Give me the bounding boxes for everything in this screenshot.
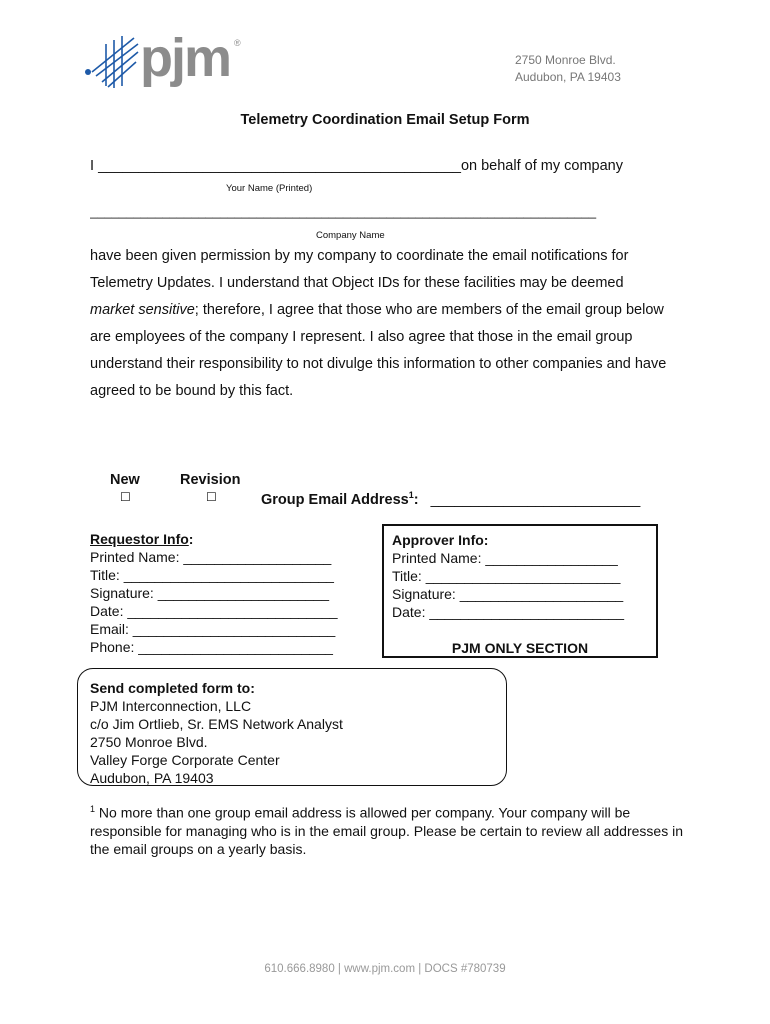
pjm-only-section-label: PJM ONLY SECTION: [451, 640, 589, 656]
requestor-section: [90, 530, 370, 656]
footnote-text: No more than one group email address is allowed per company. Your company will be responsible for managing who is in the email group. Please be certain to review all addresses in the email groups on a yearly basis.: [90, 804, 683, 857]
paragraph-part-1: have been given permission by my company to coordinate the email notifications for Telemetry Updates. I understand that Object IDs for these facilities may be deemed: [90, 248, 629, 291]
address-line-2: Audubon, PA 19403: [515, 70, 621, 84]
approver-section: [392, 531, 654, 621]
page-footer: 610.666.8980 | www.pjm.com | DOCS #780739: [264, 963, 506, 975]
group-email-field[interactable]: __________________________: [430, 491, 641, 508]
company-field[interactable]: ______________________________________________________________________: [90, 204, 597, 219]
requestor-phone[interactable]: Phone: _________________________: [90, 639, 333, 655]
requestor-signature[interactable]: Signature: ______________________: [90, 585, 330, 601]
requestor-date[interactable]: Date: ___________________________: [90, 603, 338, 619]
footnote-marker: 1: [90, 804, 96, 814]
revision-label: Revision: [180, 472, 241, 488]
revision-checkbox[interactable]: ☐: [206, 490, 217, 504]
send-to-line: 2750 Monroe Blvd.: [90, 734, 208, 750]
pjm-tower-icon: [84, 32, 144, 92]
approver-title[interactable]: Title: _________________________: [392, 568, 621, 584]
name-field[interactable]: _____________________________________________: [98, 158, 461, 174]
send-to-section: [90, 679, 500, 787]
send-to-box: [77, 668, 507, 786]
paragraph-part-2: ; therefore, I agree that those who are members of the email group below are employees of the company I represent. I also agree that those in the email group understand their responsibility to not divulge this information to other companies and have agreed to be bound by this fact.: [90, 302, 667, 399]
paragraph-italic: market sensitive: [90, 302, 195, 318]
name-caption: Your Name (Printed): [226, 183, 313, 194]
send-to-line: c/o Jim Ortlieb, Sr. EMS Network Analyst: [90, 716, 343, 732]
requestor-printed-name[interactable]: Printed Name: ___________________: [90, 549, 332, 565]
approver-box: [382, 524, 658, 658]
name-prefix: I: [90, 158, 99, 174]
form-title: Telemetry Coordination Email Setup Form: [240, 112, 530, 128]
requestor-email[interactable]: Email: __________________________: [90, 621, 336, 637]
group-email-colon: :: [413, 491, 419, 508]
registered-mark: ®: [234, 38, 241, 48]
approver-printed-name[interactable]: Printed Name: _________________: [392, 550, 618, 566]
group-email-row: [261, 490, 640, 508]
group-email-label: Group Email Address: [261, 491, 409, 508]
approver-heading: Approver Info:: [392, 532, 489, 548]
pjm-logo: [84, 30, 244, 92]
group-email-footnote-mark: 1: [408, 490, 414, 500]
requestor-heading-row: [90, 530, 370, 548]
new-label: New: [110, 472, 140, 488]
footnote: [90, 800, 700, 858]
name-line: [90, 158, 623, 174]
send-to-line: Valley Forge Corporate Center: [90, 752, 280, 768]
header-address: [515, 52, 621, 86]
agreement-paragraph: [90, 243, 670, 405]
send-to-heading: Send completed form to:: [90, 680, 255, 696]
company-caption: Company Name: [316, 230, 385, 241]
requestor-title[interactable]: Title: ___________________________: [90, 567, 334, 583]
approver-date[interactable]: Date: _________________________: [392, 604, 625, 620]
logo-wordmark: pjm: [140, 28, 231, 88]
send-to-line: Audubon, PA 19403: [90, 770, 214, 786]
requestor-heading: Requestor Info: [90, 531, 189, 547]
address-line-1: 2750 Monroe Blvd.: [515, 53, 616, 67]
new-checkbox[interactable]: ☐: [120, 490, 131, 504]
send-to-line: PJM Interconnection, LLC: [90, 698, 252, 714]
requestor-heading-colon: :: [188, 531, 194, 547]
approver-signature[interactable]: Signature: _____________________: [392, 586, 624, 602]
name-suffix: on behalf of my company: [460, 158, 623, 174]
